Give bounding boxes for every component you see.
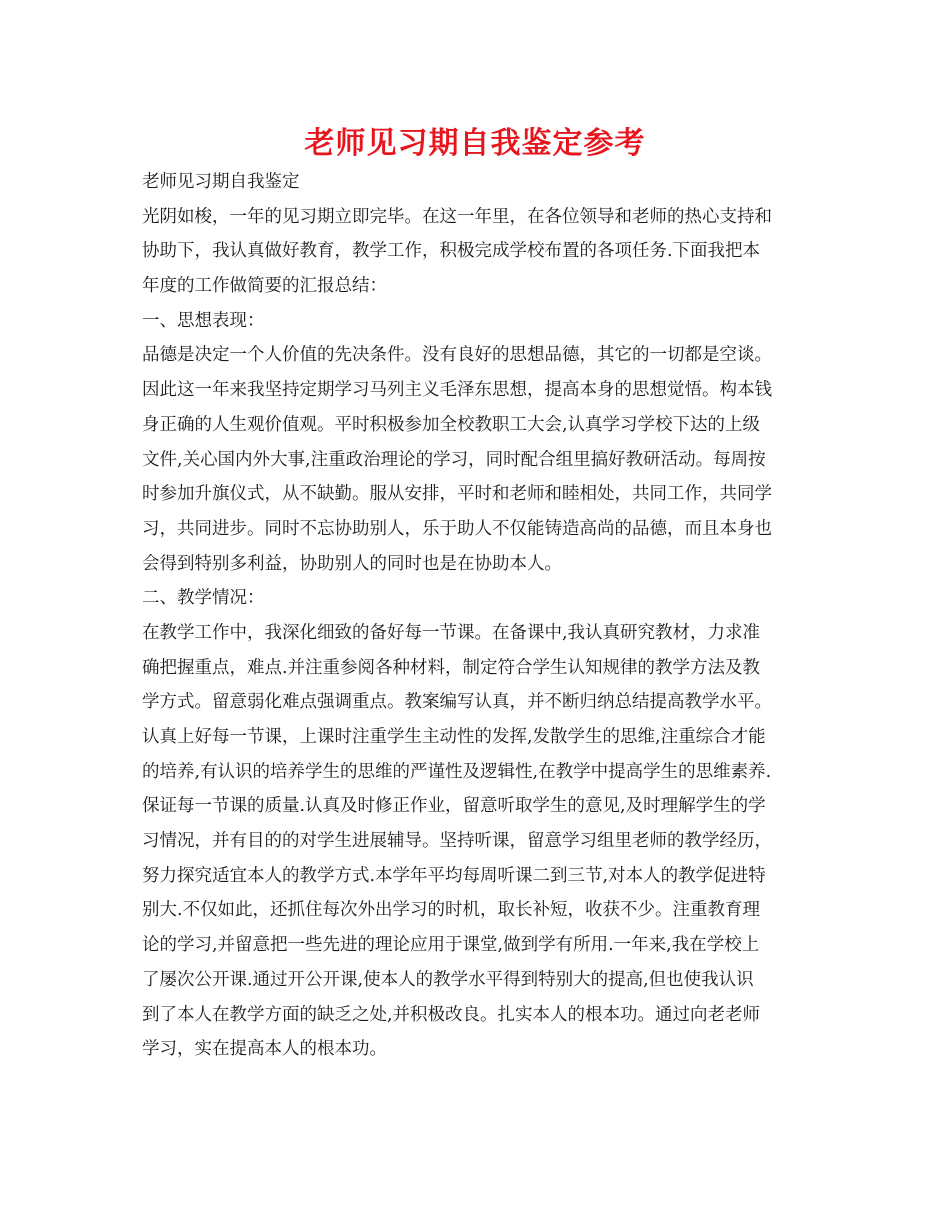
section-heading-teaching: 二、教学情况：	[142, 588, 265, 609]
section-heading-thought: 一、思想表现：	[142, 310, 265, 331]
subtitle-line: 老师见习期自我鉴定	[142, 172, 300, 192]
paragraph-line: 学方式。留意弱化难点强调重点。教案编写认真，并不断归纳总结提高教学水平。	[142, 692, 772, 713]
paragraph-line: 习，共同进步。同时不忘协助别人，乐于助人不仅能铸造高尚的品德，而且本身也	[142, 518, 772, 539]
paragraph-line: 别大.不仅如此，还抓住每次外出学习的时机，取长补短，收获不少。注重教育理	[142, 900, 761, 921]
paragraph-line: 因此这一年来我坚持定期学习马列主义毛泽东思想，提高本身的思想觉悟。构本钱	[142, 380, 772, 401]
paragraph-line: 文件,关心国内外大事,注重政治理论的学习，同时配合组里搞好教研活动。每周按	[142, 449, 766, 470]
paragraph-line: 光阴如梭，一年的见习期立即完毕。在这一年里，在各位领导和老师的热心支持和	[142, 206, 772, 227]
paragraph-line: 学习，实在提高本人的根本功。	[142, 1039, 387, 1060]
paragraph-line: 认真上好每一节课，上课时注重学生主动性的发挥,发散学生的思维,注重综合才能	[142, 727, 766, 747]
paragraph-line: 的培养,有认识的培养学生的思维的严谨性及逻辑性,在教学中提高学生的思维素养.	[142, 761, 772, 782]
paragraph-line: 习情况，并有目的的对学生进展辅导。坚持听课，留意学习组里老师的教学经历，	[142, 831, 772, 852]
paragraph-line: 确把握重点，难点.并注重参阅各种材料，制定符合学生认知规律的教学方法及教	[142, 657, 761, 678]
paragraph-line: 会得到特别多利益，协助别人的同时也是在协助本人。	[142, 553, 562, 574]
document-body	[142, 165, 822, 1067]
paragraph-line: 协助下，我认真做好教育，教学工作，积极完成学校布置的各项任务.下面我把本	[142, 241, 761, 262]
paragraph-line: 在教学工作中，我深化细致的备好每一节课。在备课中,我认真研究教材，力求准	[142, 622, 761, 643]
paragraph-line: 身正确的人生观价值观。平时积极参加全校教职工大会,认真学习学校下达的上级	[142, 414, 761, 435]
paragraph-line: 年度的工作做简要的汇报总结：	[142, 276, 387, 297]
paragraph-line: 努力探究适宜本人的教学方式.本学年平均每周听课二到三节,对本人的教学促进特	[142, 865, 766, 886]
paragraph-line: 论的学习,并留意把一些先进的理论应用于课堂,做到学有所用.一年来,我在学校上	[142, 935, 760, 956]
paragraph-line: 保证每一节课的质量.认真及时修正作业，留意听取学生的意见,及时理解学生的学	[142, 796, 766, 817]
paragraph-line: 到了本人在教学方面的缺乏之处,并积极改良。扎实本人的根本功。通过向老老师	[142, 1004, 761, 1025]
paragraph-line: 了屡次公开课.通过开公开课,使本人的教学水平得到特别大的提高,但也使我认识	[142, 969, 754, 990]
document-title: 老师见习期自我鉴定参考	[304, 126, 646, 161]
paragraph-line: 时参加升旗仪式，从不缺勤。服从安排，平时和老师和睦相处，共同工作，共同学	[142, 484, 772, 505]
paragraph-line: 品德是决定一个人价值的先决条件。没有良好的思想品德，其它的一切都是空谈。	[142, 345, 772, 366]
